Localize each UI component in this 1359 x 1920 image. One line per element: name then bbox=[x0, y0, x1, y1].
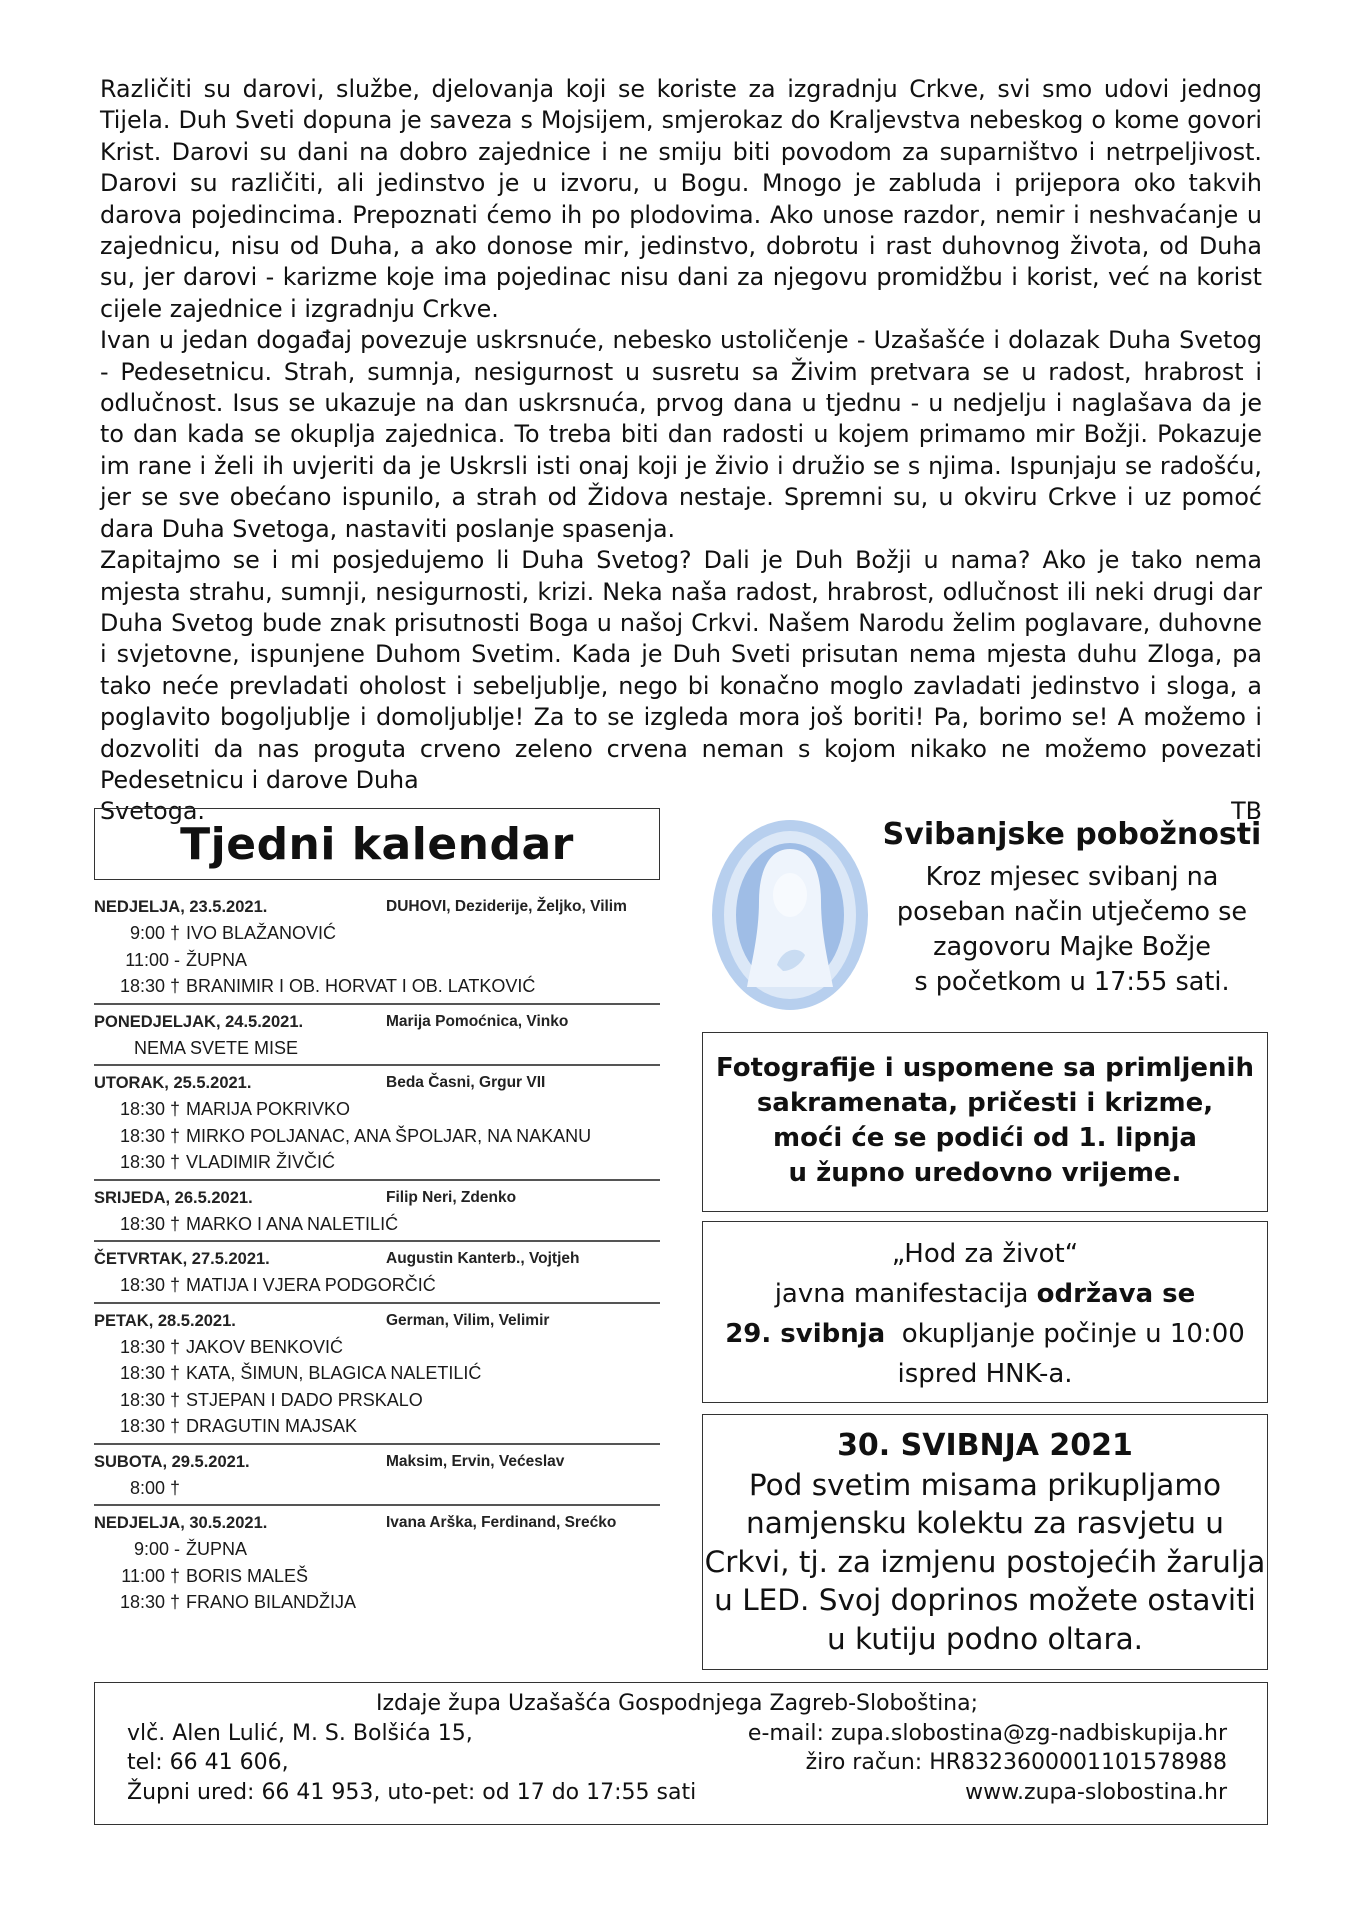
collection-line: u LED. Svoj doprinos možete ostaviti bbox=[714, 1583, 1256, 1617]
mass-entry bbox=[94, 1035, 660, 1062]
footer-row bbox=[127, 1719, 1227, 1749]
calendar-day-saints: Beda Časni, Grgur VII bbox=[386, 1074, 546, 1091]
calendar-day-header bbox=[94, 1308, 660, 1334]
calendar-title: Tjedni kalendar bbox=[94, 808, 660, 880]
svibanjske-body bbox=[882, 860, 1262, 1000]
hod-date: 29. svibnja bbox=[725, 1319, 886, 1349]
collection-line: Crkvi, tj. za izmjenu postojećih žarulja bbox=[704, 1544, 1266, 1579]
mass-intention: ŽUPNA bbox=[186, 949, 248, 970]
mass-time: 18:30 † bbox=[119, 976, 180, 996]
hod-line-3 bbox=[703, 1314, 1267, 1354]
article-paragraph-1: Različiti su darovi, službe, djelovanja koji se koriste za izgradnju Crkve, svi smo udovi jednog Tijela. Duh Sveti dopuna je saveza s Mojsijem, smjerokaz do Kraljevstva nebeskog o kome govori Krist. Darovi su dani na dobro zajednice i ne smiju biti povodom za suparništvo i netrpeljivost. Darovi su različiti, ali jedinstvo je u izvoru, u Bogu. Mnogo je zabluda i prijepora oko takvih darova pojedincima. Prepoznati ćemo ih po plodovima. Ako unose razdor, nemir i neshvaćanje u zajednicu, nisu od Duha, a ako donose mir, jedinstvo, dobrotu i rast duhovnog života, od Duha su, jer darovi - karizme koje ima pojedinac nisu dani za njegovu promidžbu i korist, već na korist cijele zajednice i izgradnju Crkve. bbox=[100, 75, 1262, 323]
svibanjske-line: s početkom u 17:55 sati. bbox=[914, 967, 1230, 997]
mass-time: 18:30 † bbox=[119, 1592, 180, 1612]
article-paragraph-3: Zapitajmo se i mi posjedujemo li Duha Svetog? Dali je Duh Božji u nama? Ako je tako nema mjesta strahu, sumnji, nesigurnosti, krizi. Neka naša radost, hrabrost, odlučnost ili neki drugi dar Duha Svetog bude znak prisutnosti Boga u našoj Crkvi. Našem Narodu želim poglavare, duhovne i svjetovne, ispunjene Duhom Svetim. Kada je Duh Sveti prisutan nema mjesta duhu Zloga, pa tako neće prevladati oholost i sebeljublje, nego bi konačno moglo zavladati jedinstvo i sloga, a poglavito bogoljublje i domoljublje! Za to se izgleda mora još boriti! Pa, borimo se! A možemo i dozvoliti da nas proguta crveno zeleno crvena neman s kojom nikako ne možemo povezati Pedesetnicu i darove Duha bbox=[100, 546, 1262, 794]
mass-time: 18:30 † bbox=[119, 1389, 180, 1410]
collection-line: namjensku kolektu za rasvjetu u bbox=[746, 1506, 1224, 1540]
mass-entry bbox=[94, 1272, 660, 1299]
mass-intention: MARIJA POKRIVKO bbox=[186, 1099, 351, 1119]
mass-entry bbox=[94, 1589, 660, 1616]
mass-time: 9:00 † bbox=[129, 923, 180, 943]
mass-time: 18:30 † bbox=[119, 1152, 180, 1172]
mass-entry bbox=[94, 1334, 660, 1361]
calendar-day bbox=[94, 1506, 660, 1619]
calendar-day bbox=[94, 1066, 660, 1181]
mass-entry bbox=[94, 1563, 660, 1590]
calendar-day bbox=[94, 1181, 660, 1243]
calendar-day-date: NEDJELJA, 23.5.2021. bbox=[94, 898, 268, 916]
mass-intention: FRANO BILANDŽIJA bbox=[186, 1592, 357, 1612]
mass-intention: JAKOV BENKOVIĆ bbox=[186, 1336, 344, 1357]
calendar-day bbox=[94, 1445, 660, 1507]
calendar-day bbox=[94, 890, 660, 1005]
calendar-day-header bbox=[94, 1009, 660, 1035]
article bbox=[100, 74, 1262, 828]
article-signature: TB bbox=[1231, 797, 1262, 826]
calendar-day-saints: Maksim, Ervin, Većeslav bbox=[386, 1452, 565, 1470]
hod-za-zivot-box bbox=[702, 1221, 1268, 1403]
mass-time: 8:00 † bbox=[129, 1477, 180, 1498]
face-shape bbox=[773, 873, 807, 917]
footer-row bbox=[127, 1748, 1227, 1778]
footer-box bbox=[94, 1682, 1268, 1825]
footer-tel: tel: 66 41 606, bbox=[127, 1750, 289, 1775]
svibanjske-line: poseban način utječemo se bbox=[896, 897, 1248, 927]
calendar-day-date: NEDJELJA, 30.5.2021. bbox=[94, 1514, 268, 1532]
calendar-day bbox=[94, 1304, 660, 1445]
hod-location: ispred HNK-a. bbox=[897, 1359, 1073, 1389]
mass-time: 11:00 † bbox=[121, 1565, 180, 1586]
mass-entry bbox=[94, 1211, 660, 1238]
mass-time: 9:00 - bbox=[133, 1539, 180, 1559]
svibanjske-line: Kroz mjesec svibanj na bbox=[925, 862, 1219, 892]
mass-intention: ŽUPNA bbox=[186, 1539, 248, 1559]
hod-title: „Hod za život“ bbox=[891, 1239, 1079, 1269]
svibanjske-section bbox=[882, 814, 1262, 1000]
mass-intention: STJEPAN I DADO PRSKALO bbox=[186, 1389, 423, 1410]
photos-line: Fotografije i uspomene sa primljenih bbox=[716, 1053, 1254, 1083]
calendar-day bbox=[94, 1242, 660, 1304]
mass-entry bbox=[94, 947, 660, 974]
footer-website: www.zupa-slobostina.hr bbox=[965, 1779, 1227, 1805]
mass-entry bbox=[94, 1387, 660, 1414]
calendar-day-date: SUBOTA, 29.5.2021. bbox=[94, 1452, 250, 1471]
mass-time: 18:30 † bbox=[119, 1336, 180, 1357]
mass-time: 18:30 † bbox=[119, 1125, 180, 1146]
mass-entry bbox=[94, 1475, 660, 1502]
calendar-day-date: PETAK, 28.5.2021. bbox=[94, 1311, 236, 1330]
mass-time: 18:30 † bbox=[119, 1099, 180, 1119]
mass-entry bbox=[94, 1536, 660, 1563]
mass-time: 18:30 † bbox=[119, 1275, 180, 1295]
mass-intention: VLADIMIR ŽIVČIĆ bbox=[186, 1152, 336, 1172]
calendar-day-saints: DUHOVI, Deziderije, Željko, Vilim bbox=[386, 898, 627, 915]
calendar-day-header bbox=[94, 1246, 660, 1272]
calendar-day-header bbox=[94, 1510, 660, 1536]
photos-line: sakramenata, pričesti i krizme, bbox=[756, 1088, 1214, 1118]
calendar-day-date: UTORAK, 25.5.2021. bbox=[94, 1074, 252, 1092]
mass-intention: NEMA SVETE MISE bbox=[134, 1037, 299, 1058]
calendar-day-header bbox=[94, 1185, 660, 1211]
mass-intention: DRAGUTIN MAJSAK bbox=[186, 1416, 358, 1436]
mass-entry bbox=[94, 920, 660, 947]
photos-notice-box bbox=[702, 1032, 1268, 1212]
footer-email: e-mail: zupa.slobostina@zg-nadbiskupija.hr bbox=[747, 1720, 1227, 1746]
weekly-calendar bbox=[94, 890, 660, 1619]
footer-publisher: Izdaje župa Uzašašća Gospodnjega Zagreb-Sloboština; bbox=[375, 1691, 979, 1716]
article-last-word: Svetoga. bbox=[100, 797, 205, 826]
mass-entry bbox=[94, 1413, 660, 1440]
collection-line: u kutiju podno oltara. bbox=[826, 1621, 1144, 1656]
footer-row bbox=[127, 1778, 1227, 1808]
calendar-day-date: SRIJEDA, 26.5.2021. bbox=[94, 1188, 253, 1207]
svibanjske-heading: Svibanjske pobožnosti bbox=[882, 817, 1262, 852]
footer-priest: vlč. Alen Lulić, M. S. Bolšića 15, bbox=[127, 1720, 473, 1746]
article-paragraph-2: Ivan u jedan događaj povezuje uskrsnuće, nebesko ustoličenje - Uzašašće i dolazak Duha Svetog - Pedesetnicu. Strah, sumnja, nesigurnost u susretu sa Živim pretvara se u radost, hrabrost i odlučnost. Isus se ukazuje na dan uskrsnuća, prvog dana u tjednu - u nedjelju i naglašava da je to dan kada se okuplja zajednica. To treba biti dan radosti u kojem primamo mir Božji. Pokazuje im rane i želi ih uvjeriti da je Uskrsli isti onaj koji je živio i družio se s njima. Ispunjaju se radošću, jer se sve obećano ispunilo, a strah od Židova nestaje. Spremni su, u okviru Crkve i uz pomoć dara Duha Svetoga, nastaviti poslanje spasenja. bbox=[100, 326, 1262, 543]
calendar-day-header bbox=[94, 1449, 660, 1475]
mass-entry bbox=[94, 1149, 660, 1176]
svibanjske-line: zagovoru Majke Božje bbox=[933, 932, 1211, 962]
mass-intention: BORIS MALEŠ bbox=[186, 1565, 309, 1586]
calendar-day-saints: German, Vilim, Velimir bbox=[386, 1311, 550, 1329]
mass-time: 18:30 † bbox=[119, 1363, 180, 1383]
mass-time: 18:30 † bbox=[119, 1213, 180, 1234]
mass-entry bbox=[94, 1360, 660, 1387]
calendar-day-date: PONEDJELJAK, 24.5.2021. bbox=[94, 1012, 304, 1031]
hod-text: javna manifestacija bbox=[774, 1279, 1037, 1309]
hod-bold-text: održava se bbox=[1036, 1279, 1196, 1309]
mass-intention: MATIJA I VJERA PODGORČIĆ bbox=[186, 1275, 436, 1295]
footer-account: žiro račun: HR8323600001101578988 bbox=[805, 1750, 1227, 1775]
mass-intention: MARKO I ANA NALETILIĆ bbox=[186, 1213, 399, 1234]
madonna-image bbox=[707, 815, 873, 1015]
calendar-day-saints: Marija Pomoćnica, Vinko bbox=[386, 1012, 569, 1030]
calendar-day-date: ČETVRTAK, 27.5.2021. bbox=[94, 1250, 270, 1268]
footer-office: Župni ured: 66 41 953, uto-pet: od 17 do 17:55 sati bbox=[127, 1779, 697, 1805]
photos-line: moći će se podići od 1. lipnja bbox=[773, 1123, 1197, 1153]
mass-intention: MIRKO POLJANAC, ANA ŠPOLJAR, NA NAKANU bbox=[186, 1125, 592, 1146]
calendar-day bbox=[94, 1005, 660, 1067]
mass-entry bbox=[94, 1096, 660, 1123]
collection-line: Pod svetim misama prikupljamo bbox=[748, 1467, 1222, 1502]
collection-notice-box bbox=[702, 1414, 1268, 1670]
collection-heading: 30. SVIBNJA 2021 bbox=[837, 1428, 1133, 1463]
hod-line-2 bbox=[703, 1274, 1267, 1314]
photos-line: u župno uredovno vrijeme. bbox=[788, 1158, 1182, 1188]
mass-time: 11:00 - bbox=[125, 949, 180, 970]
calendar-day-header bbox=[94, 1070, 660, 1096]
mass-intention: BRANIMIR I OB. HORVAT I OB. LATKOVIĆ bbox=[186, 976, 536, 996]
mass-intention: IVO BLAŽANOVIĆ bbox=[186, 923, 337, 943]
calendar-day-header bbox=[94, 894, 660, 920]
mass-entry bbox=[94, 1123, 660, 1150]
calendar-day-saints: Augustin Kanterb., Vojtjeh bbox=[386, 1250, 580, 1267]
calendar-day-saints: Ivana Arška, Ferdinand, Srećko bbox=[386, 1514, 617, 1531]
hod-text: okupljanje počinje u 10:00 bbox=[885, 1319, 1245, 1349]
mass-time: 18:30 † bbox=[119, 1416, 180, 1436]
mass-intention: KATA, ŠIMUN, BLAGICA NALETILIĆ bbox=[186, 1363, 482, 1383]
mass-entry bbox=[94, 973, 660, 1000]
calendar-day-saints: Filip Neri, Zdenko bbox=[386, 1188, 517, 1206]
